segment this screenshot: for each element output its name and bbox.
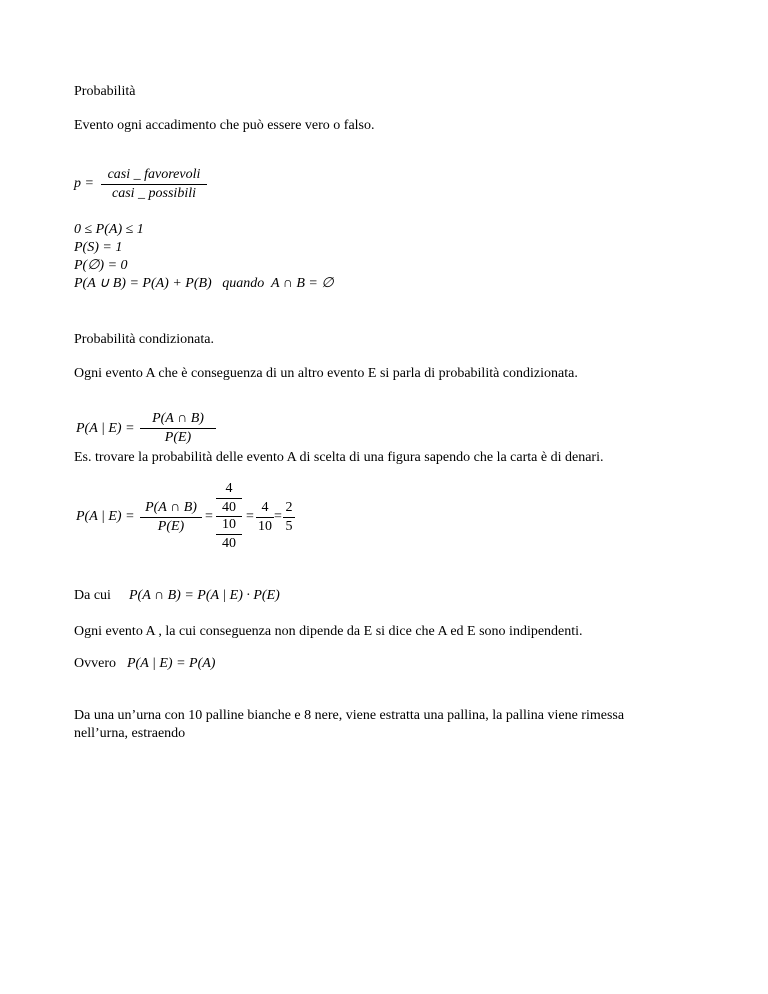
independence-text: Ogni evento A , la cui conseguenza non dipende da E si dice che A ed E sono indipendenti. <box>74 624 583 639</box>
formula-fraction <box>256 500 274 535</box>
fraction-numerator: 4 <box>261 500 269 515</box>
fraction-numerator: 4 <box>225 481 233 496</box>
definition-text: Evento ogni accadimento che può essere vero o falso. <box>74 118 375 133</box>
urn-text-line: Da una un’urna con 10 palline bianche e 8 nere, viene estratta una pallina, la pallina viene rimessa <box>74 708 625 723</box>
fraction-denominator: P(E) <box>157 519 185 534</box>
axiom-line: P(∅) = 0 <box>74 258 128 273</box>
formula-lhs: p = <box>74 176 94 191</box>
fraction-bar <box>216 498 242 499</box>
equals-sign: = <box>205 509 213 524</box>
conditional-text: Ogni evento A che è conseguenza di un altro evento E si parla di probabilità condizionata. <box>74 366 578 381</box>
formula-lhs: P(A | E) = <box>76 421 135 436</box>
formula-fraction <box>283 500 295 535</box>
compound-fraction <box>216 481 242 552</box>
ovvero-formula: P(A | E) = P(A) <box>127 656 216 671</box>
formula-fraction <box>140 500 202 535</box>
fraction-numerator: 10 <box>222 517 236 532</box>
formula-fraction <box>140 411 216 446</box>
fraction-denominator: 40 <box>222 536 236 551</box>
axiom-line: P(S) = 1 <box>74 240 123 255</box>
fraction-denominator: P(E) <box>164 430 192 445</box>
urn-text-line: nell’urna, estraendo <box>74 726 186 741</box>
fraction-bar <box>256 517 274 518</box>
fraction-numerator: casi _ favorevoli <box>107 167 201 182</box>
fraction-numerator: 2 <box>285 500 293 515</box>
example-text: Es. trovare la probabilità delle evento A di scelta di una figura sapendo che la carta è di denari. <box>74 450 604 465</box>
fraction-denominator: 40 <box>222 500 236 515</box>
section-title: Probabilità condizionata. <box>74 332 214 347</box>
fraction-bar <box>140 428 216 429</box>
fraction-bar <box>140 517 202 518</box>
fraction-numerator: P(A ∩ B) <box>145 500 197 515</box>
da-cui-formula: P(A ∩ B) = P(A | E) · P(E) <box>129 588 280 603</box>
formula-lhs: P(A | E) = <box>76 509 135 524</box>
fraction-bar <box>101 184 207 185</box>
page-title: Probabilità <box>74 84 136 99</box>
fraction-denominator: 5 <box>285 519 293 534</box>
formula-fraction <box>101 167 207 202</box>
equals-sign: = <box>246 509 254 524</box>
ovvero-label: Ovvero <box>74 656 116 671</box>
da-cui-label: Da cui <box>74 588 111 603</box>
fraction-denominator: casi _ possibili <box>111 186 196 201</box>
fraction-bar <box>216 534 242 535</box>
axiom-line: 0 ≤ P(A) ≤ 1 <box>74 222 144 237</box>
fraction-denominator: 10 <box>258 519 272 534</box>
fraction-bar <box>283 517 295 518</box>
axiom-line: P(A ∪ B) = P(A) + P(B) quando A ∩ B = ∅ <box>74 276 334 291</box>
equals-sign: = <box>274 509 282 524</box>
fraction-numerator: P(A ∩ B) <box>152 411 204 426</box>
